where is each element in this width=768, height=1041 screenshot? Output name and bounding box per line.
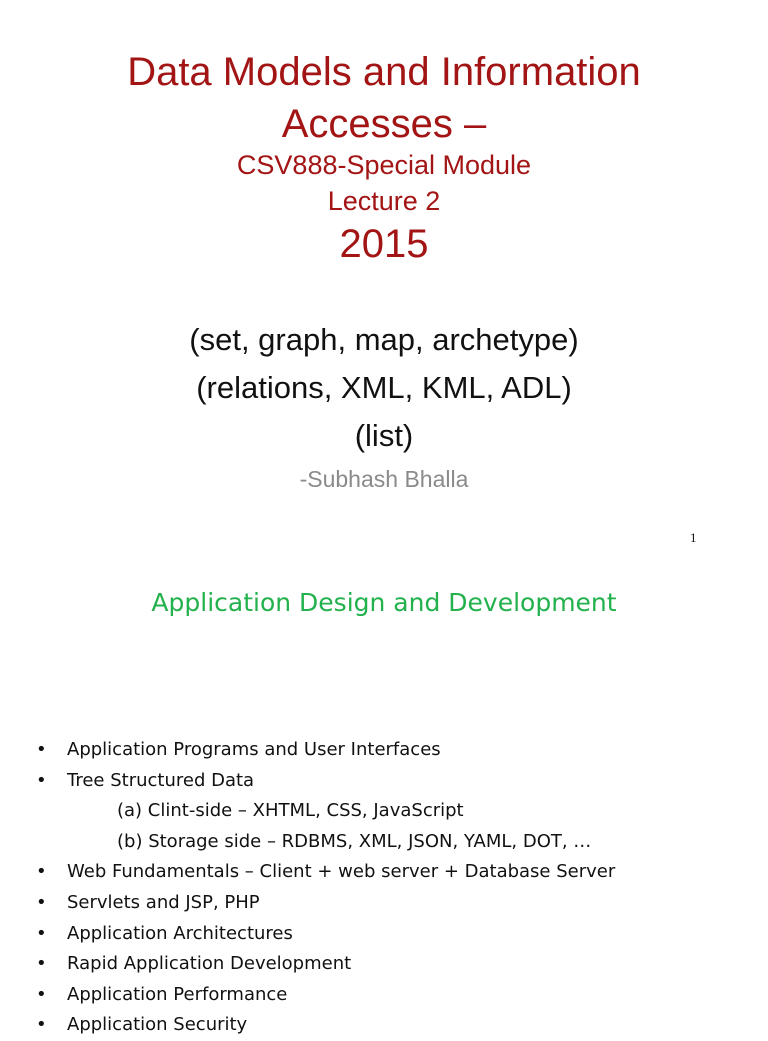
topic-line-3: (list) (354, 418, 414, 453)
sub-bullet-item: (a) Clint-side – XHTML, CSS, JavaScript (117, 800, 464, 822)
bullet-item: • Tree Structured Data (36, 766, 615, 797)
sub-bullet-item: (b) Storage side – RDBMS, XML, JSON, YAML, DOT, … (117, 830, 592, 852)
topic-line-1: (set, graph, map, archetype) (189, 322, 579, 357)
lecture-label: Lecture 2 (327, 186, 441, 216)
year-label: 2015 (339, 222, 429, 266)
content-slide (0, 560, 768, 1036)
topic-line-2: (relations, XML, KML, ADL) (196, 370, 572, 405)
bullet-item: • Web Fundamentals – Client + web server + Database Server (36, 857, 615, 888)
page-number: 1 (690, 530, 697, 545)
bullet-item: • Application Security (36, 1010, 615, 1041)
course-name: CSV888-Special Module (236, 150, 532, 180)
bullet-item: • Application Programs and User Interfaces (36, 735, 615, 766)
bullet-item: • Rapid Application Development (36, 949, 615, 980)
slide-heading: Application Design and Development (151, 588, 617, 617)
bullet-list (36, 735, 615, 1041)
slide-title-line-1: Data Models and Information (127, 50, 641, 94)
slide-title-line-2: Accesses – (281, 102, 487, 146)
bullet-item: • Application Architectures (36, 919, 615, 950)
author-name: -Subhash Bhalla (299, 466, 469, 492)
bullet-item: • Servlets and JSP, PHP (36, 888, 615, 919)
bullet-item: • Application Performance (36, 980, 615, 1011)
